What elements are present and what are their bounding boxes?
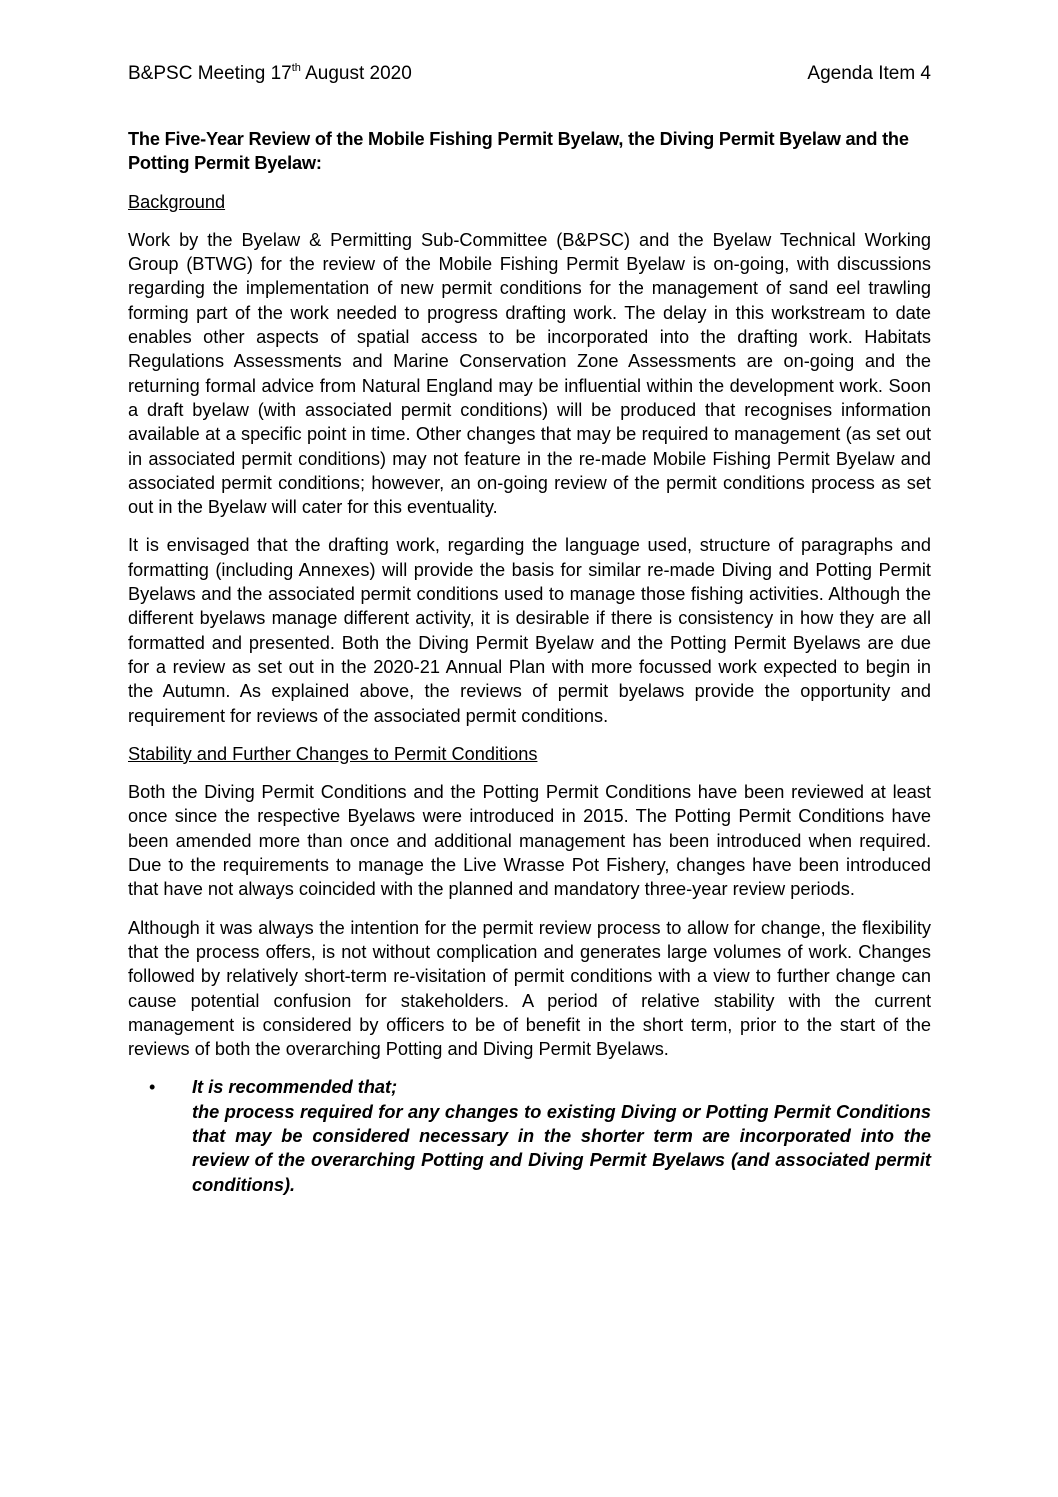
meeting-date-prefix: B&PSC Meeting 17	[128, 63, 292, 84]
section-heading-background: Background	[128, 191, 226, 212]
meeting-date	[128, 60, 412, 88]
paragraph: It is envisaged that the drafting work, regarding the language used, structure of paragraphs and formatting (including Annexes) will provide the basis for similar re-made Diving and Potting Permit Byelaws and the associated permit conditions used to manage those fishing activities. Although the different byelaws manage different activity, it is desirable if there is consistency in how they are all formatted and presented. Both the Diving Permit Byelaw and the Potting Permit Byelaws are due for a review as set out in the 2020-21 Annual Plan with more focussed work expected to begin in the Autumn. As explained above, the reviews of permit byelaws provide the opportunity and requirement for reviews of the associated permit conditions.	[128, 535, 931, 726]
document-title: The Five-Year Review of the Mobile Fishing Permit Byelaw, the Diving Permit Byelaw and the Potting Permit Byelaw:	[128, 129, 909, 174]
page-header	[128, 60, 931, 88]
document-body	[128, 127, 931, 1197]
recommendation	[128, 1075, 931, 1196]
recommendation-text: the process required for any changes to existing Diving or Potting Permit Conditions that may be considered necessary in the shorter term are incorporated into the review of the overarching Potting and Diving Permit Byelaws (and associated permit conditions).	[192, 1101, 931, 1195]
paragraph: Work by the Byelaw & Permitting Sub-Committee (B&PSC) and the Byelaw Technical Working Group (BTWG) for the review of the Mobile Fishing Permit Byelaw is on-going, with discussions regarding the implementation of new permit conditions for the management of sand eel trawling forming part of the work needed to progress drafting work. The delay in this workstream to date enables other aspects of spatial access to be incorporated into the drafting work. Habitats Regulations Assessments and Marine Conservation Zone Assessments are on-going and the returning formal advice from Natural England may be influential within the development work. Soon a draft byelaw (with associated permit conditions) will be produced that recognises information available at a specific point in time. Other changes that may be required to management (as set out in associated permit conditions) may not feature in the re-made Mobile Fishing Permit Byelaw and associated permit conditions; however, an on-going review of the permit conditions process as set out in the Byelaw will cater for this eventuality.	[128, 229, 931, 518]
meeting-date-suffix: August 2020	[300, 63, 412, 84]
agenda-item: Agenda Item 4	[807, 63, 931, 84]
section-heading-stability: Stability and Further Changes to Permit Conditions	[128, 743, 538, 764]
paragraph: Although it was always the intention for the permit review process to allow for change, the flexibility that the process offers, is not without complication and generates large volumes of work. Changes followed by relatively short-term re-visitation of permit conditions with a view to further change can cause potential confusion for stakeholders. A period of relative stability with the current management is considered by officers to be of benefit in the short term, prior to the start of the reviews of both the overarching Potting and Diving Permit Byelaws.	[128, 917, 931, 1060]
meeting-date-ordinal: th	[291, 62, 301, 74]
bullet-icon: •	[149, 1077, 156, 1098]
recommendation-lead: It is recommended that;	[192, 1077, 398, 1098]
paragraph: Both the Diving Permit Conditions and the Potting Permit Conditions have been reviewed at least once since the respective Byelaws were introduced in 2015. The Potting Permit Conditions have been amended more than once and additional management has been introduced when required. Due to the requirements to manage the Live Wrasse Pot Fishery, changes have been introduced that have not always coincided with the planned and mandatory three-year review periods.	[128, 782, 931, 900]
